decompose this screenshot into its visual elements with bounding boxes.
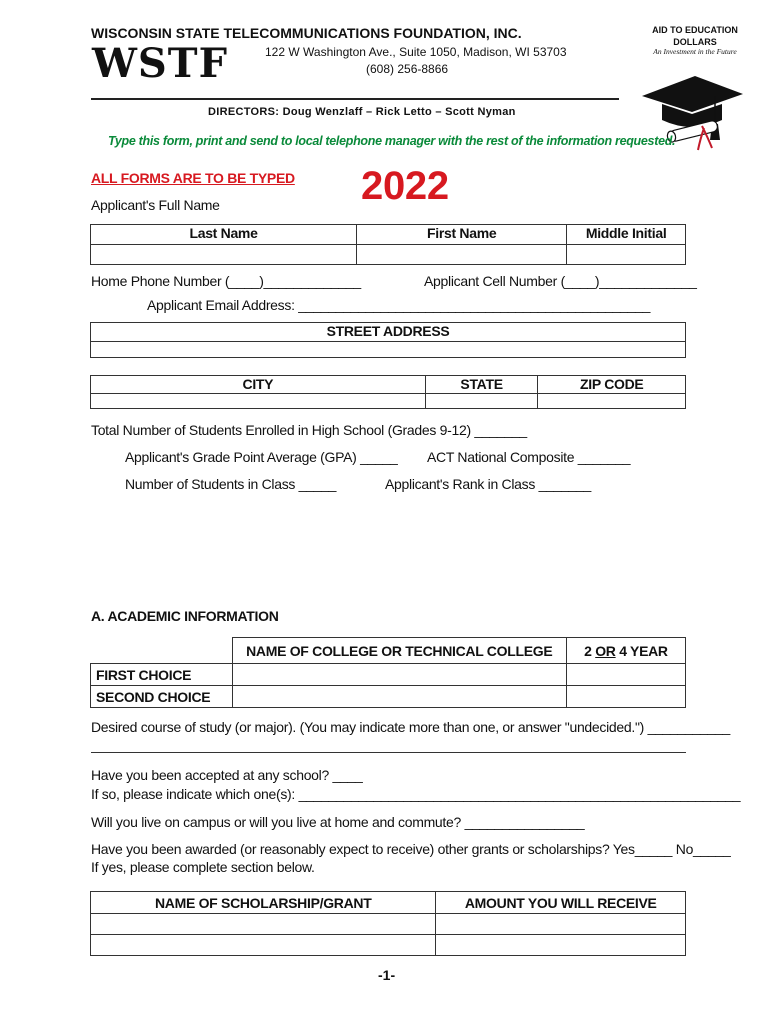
first-choice-label: FIRST CHOICE (91, 664, 233, 686)
students-in-class-field[interactable]: Number of Students in Class _____ (125, 476, 337, 492)
first-name-field[interactable] (357, 245, 567, 265)
scholarship-table (90, 891, 686, 956)
live-on-campus-field[interactable]: Will you live on campus or will you live at home and commute? ________________ (91, 814, 585, 830)
class-rank-field[interactable]: Applicant's Rank in Class _______ (385, 476, 592, 492)
first-choice-year-field[interactable] (566, 664, 685, 686)
scholarship-name-field-2[interactable] (91, 935, 436, 956)
second-choice-label: SECOND CHOICE (91, 686, 233, 708)
first-name-header: First Name (357, 225, 567, 245)
city-field[interactable] (91, 394, 426, 409)
section-a-heading: A. ACADEMIC INFORMATION (91, 608, 279, 624)
street-address-field[interactable] (91, 342, 686, 358)
all-forms-notice: ALL FORMS ARE TO BE TYPED (91, 170, 295, 186)
last-name-header: Last Name (91, 225, 357, 245)
org-phone: (608) 256-8866 (366, 62, 449, 76)
desired-course-line[interactable] (91, 752, 686, 753)
middle-initial-header: Middle Initial (567, 225, 686, 245)
form-year: 2022 (361, 164, 449, 208)
if-yes-note: If yes, please complete section below. (91, 859, 315, 875)
total-students-field[interactable]: Total Number of Students Enrolled in High School (Grades 9-12) _______ (91, 422, 527, 438)
zip-code-field[interactable] (538, 394, 686, 409)
year-type-header: 2 OR 4 YEAR (566, 638, 685, 664)
street-address-table (90, 322, 686, 358)
state-field[interactable] (425, 394, 538, 409)
act-composite-field[interactable]: ACT National Composite _______ (427, 449, 631, 465)
org-address: 122 W Washington Ave., Suite 1050, Madison, WI 53703 (265, 45, 567, 59)
page-number: -1- (378, 967, 396, 983)
org-name: WISCONSIN STATE TELECOMMUNICATIONS FOUNDATION, INC. (91, 25, 522, 41)
scholarship-amount-header: AMOUNT YOU WILL RECEIVE (436, 892, 686, 914)
applicant-full-name-label: Applicant's Full Name (91, 197, 220, 213)
email-field[interactable]: Applicant Email Address: _______________________________________________ (147, 297, 651, 313)
scholarship-name-field-1[interactable] (91, 914, 436, 935)
home-phone-field[interactable]: Home Phone Number (____)_____________ (91, 273, 361, 289)
second-choice-college-field[interactable] (232, 686, 566, 708)
college-choice-table (90, 637, 686, 708)
scholarship-amount-field-2[interactable] (436, 935, 686, 956)
wstf-logo: WSTF (92, 40, 228, 87)
tagline: An Investment in the Future (653, 47, 737, 56)
second-choice-year-field[interactable] (566, 686, 685, 708)
state-header: STATE (425, 376, 538, 394)
last-name-field[interactable] (91, 245, 357, 265)
header-divider (91, 98, 619, 100)
college-name-header: NAME OF COLLEGE OR TECHNICAL COLLEGE (232, 638, 566, 664)
scholarship-name-header: NAME OF SCHOLARSHIP/GRANT (91, 892, 436, 914)
zip-code-header: ZIP CODE (538, 376, 686, 394)
first-choice-college-field[interactable] (232, 664, 566, 686)
instruction-text: Type this form, print and send to local telephone manager with the rest of the information requested. (108, 134, 676, 148)
city-header: CITY (91, 376, 426, 394)
name-table (90, 224, 686, 265)
accepted-field[interactable]: Have you been accepted at any school? ____ (91, 767, 363, 783)
middle-initial-field[interactable] (567, 245, 686, 265)
gpa-field[interactable]: Applicant's Grade Point Average (GPA) _____ (125, 449, 398, 465)
other-grants-field[interactable]: Have you been awarded (or reasonably expect to receive) other grants or scholarships? Yes_____ No_____ (91, 841, 731, 857)
scholarship-amount-field-1[interactable] (436, 914, 686, 935)
aid-to-education-label: AID TO EDUCATION DOLLARS (652, 25, 738, 47)
directors-line: DIRECTORS: Doug Wenzlaff – Rick Letto – Scott Nyman (208, 106, 516, 118)
city-state-zip-table (90, 375, 686, 409)
cell-phone-field[interactable]: Applicant Cell Number (____)_____________ (424, 273, 697, 289)
desired-course-field[interactable]: Desired course of study (or major). (You may indicate more than one, or answer "undecided.") ___________ (91, 719, 730, 735)
which-schools-field[interactable]: If so, please indicate which one(s): ___________________________________________________________ (91, 786, 741, 802)
street-address-header: STREET ADDRESS (91, 323, 686, 342)
